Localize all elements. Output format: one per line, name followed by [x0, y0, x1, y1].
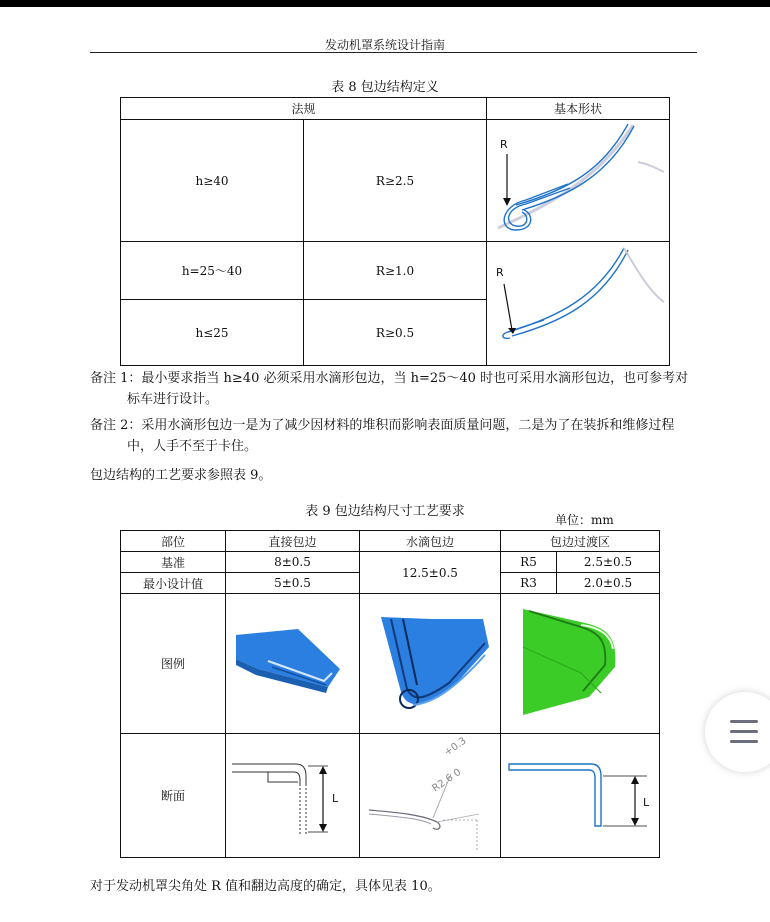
- direct-hem-section-drawing: [226, 733, 360, 857]
- table8-header-shape: 基本形状: [487, 98, 670, 120]
- table8: [120, 97, 670, 366]
- table8-header-regulation: 法规: [121, 98, 487, 120]
- transition-hem-section-drawing: [501, 733, 660, 857]
- table9-header-transition: 包边过渡区: [501, 531, 660, 552]
- table9-caption: 表 9 包边结构尺寸工艺要求: [305, 504, 465, 519]
- table9-legend-label: 图例: [121, 594, 226, 733]
- table9-base-r-value: 2.5±0.5: [557, 552, 660, 573]
- page-header: 发动机罩系统设计指南: [324, 38, 445, 52]
- teardrop-hem-model-image: [360, 594, 501, 733]
- transition-hem-model-image: [501, 594, 660, 733]
- table8-caption: 表 8 包边结构定义: [331, 80, 439, 95]
- table9-base-direct: 8±0.5: [226, 552, 360, 573]
- table9-teardrop-value: 12.5±0.5: [360, 552, 501, 594]
- table8-h-1: h≥40: [121, 120, 304, 242]
- table9-reference: 包边结构的工艺要求参照表 9。: [90, 468, 272, 483]
- table8-r-3: R≥0.5: [304, 300, 487, 366]
- footer-text: 对于发动机罩尖角处 R 值和翻边高度的确定，具体见表 10。: [90, 879, 441, 894]
- label-l-2: L: [643, 795, 650, 809]
- table9-min-direct: 5±0.5: [226, 573, 360, 594]
- table9-min-r: R3: [501, 573, 557, 594]
- teardrop-hem-figure: [487, 120, 670, 242]
- table9-header-teardrop: 水滴包边: [360, 531, 501, 552]
- table8-r-1: R≥2.5: [304, 120, 487, 242]
- table9-section-label: 断面: [121, 733, 226, 857]
- floating-menu-button[interactable]: [705, 692, 770, 772]
- dim-radius: R2.6 0: [430, 766, 464, 795]
- teardrop-hem-section-drawing: [360, 733, 501, 857]
- top-status-bar: [0, 0, 770, 7]
- table9-base-label: 基准: [121, 552, 226, 573]
- table9-header-part: 部位: [121, 531, 226, 552]
- header-rule: [90, 52, 697, 53]
- table9-min-label: 最小设计值: [121, 573, 226, 594]
- note-1: 备注 1：最小要求指当 h≥40 必须采用水滴形包边，当 h=25～40 时也可采用水滴形包边，也可参考对 标车进行设计。: [90, 371, 689, 407]
- table9-header-direct: 直接包边: [226, 531, 360, 552]
- table9: [120, 530, 660, 858]
- fig-label-r-1: R: [500, 138, 508, 151]
- table9-unit: 单位：mm: [555, 513, 614, 527]
- fig-label-r-2: R: [496, 266, 504, 279]
- direct-hem-model-image: [226, 594, 360, 733]
- table8-h-3: h≤25: [121, 300, 304, 366]
- table9-base-r: R5: [501, 552, 557, 573]
- dim-tolerance: +0.3: [442, 735, 469, 759]
- table8-h-2: h=25～40: [121, 242, 304, 300]
- label-l-1: L: [331, 791, 338, 805]
- note-2: 备注 2：采用水滴形包边一是为了减少因材料的堆积而影响表面质量问题，二是为了在装拆和维修过程 中，人手不至于卡住。: [90, 418, 675, 454]
- table9-min-r-value: 2.0±0.5: [557, 573, 660, 594]
- table8-r-2: R≥1.0: [304, 242, 487, 300]
- tight-hem-figure: [487, 242, 670, 366]
